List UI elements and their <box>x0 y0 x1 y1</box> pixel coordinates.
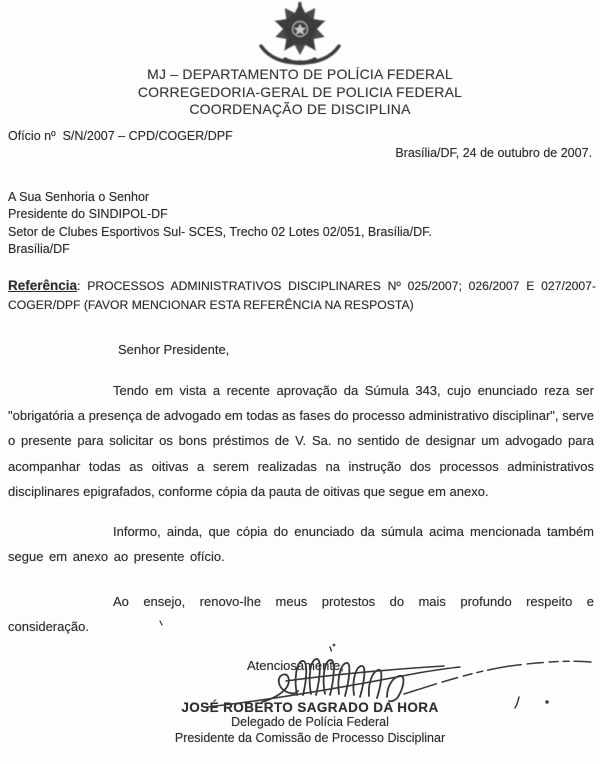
body-paragraph-2: Informo, ainda, que cópia do enunciado da súmula acima mencionada também segue em anexo ao presente ofício. <box>8 524 594 565</box>
reference-text: PROCESSOS ADMINISTRATIVOS DISCIPLINARES Nº 025/2007; 026/2007 E 027/2007- COGER/DPF (FAVOR MENCIONAR ESTA REFERÊNCIA NA RESPOSTA) <box>8 279 596 312</box>
oficio-number: Ofício nº S/N/2007 – CPD/COGER/DPF <box>8 129 233 143</box>
body-paragraph-1: Tendo em vista a recente aprovação da Súmula 343, cujo enunciado reza ser "obrigatória a presença de advogado em todas as fases do processo administrativo disciplinar", serve o presente para solicitar os bons préstimos de V. Sa. no sentido de designar um advogado para acompanhar todas as oitivas a serem realizadas na instrução dos processos administrativos disciplinares epigrafados, conforme cópia da pauta de oitivas que segue em anexo. <box>8 383 594 499</box>
reference-line <box>8 276 596 315</box>
letterhead-line-3: COORDENAÇÃO DE DISCIPLINA <box>189 101 411 117</box>
addressee-line-3: Setor de Clubes Esportivos Sul- SCES, Trecho 02 Lotes 02/051, Brasília/DF. <box>8 224 432 239</box>
body-paragraph-3: Ao ensejo, renovo-lhe meus protestos do mais profundo respeito e consideração. <box>8 594 594 635</box>
salutation: Senhor Presidente, <box>118 342 230 357</box>
reference-label: Referência <box>8 278 78 293</box>
closing-salutation: Atenciosamente, <box>247 658 344 673</box>
signatory-title-1: Delegado de Polícia Federal <box>231 715 389 730</box>
letterhead-line-2: CORREGEDORIA-GERAL DE POLICIA FEDERAL <box>137 83 463 100</box>
signatory-name: JOSÉ ROBERTO SAGRADO DA HORA <box>181 700 439 715</box>
addressee-line-2: Presidente do SINDIPOL-DF <box>8 207 168 222</box>
coat-of-arms-icon <box>245 2 355 66</box>
addressee-block <box>8 189 432 258</box>
letterhead-line-1: MJ – DEPARTAMENTO DE POLÍCIA FEDERAL <box>147 66 453 82</box>
date-line: Brasília/DF, 24 de outubro de 2007. <box>395 146 592 160</box>
addressee-line-1: A Sua Senhoria o Senhor <box>8 190 150 204</box>
signature-block <box>95 700 525 746</box>
letterhead <box>0 66 600 119</box>
reference-separator: : <box>77 279 88 293</box>
signatory-title-2: Presidente da Comissão de Processo Disciplinar <box>174 730 446 745</box>
addressee-line-4: Brasília/DF <box>8 241 70 256</box>
coat-of-arms <box>245 2 355 71</box>
